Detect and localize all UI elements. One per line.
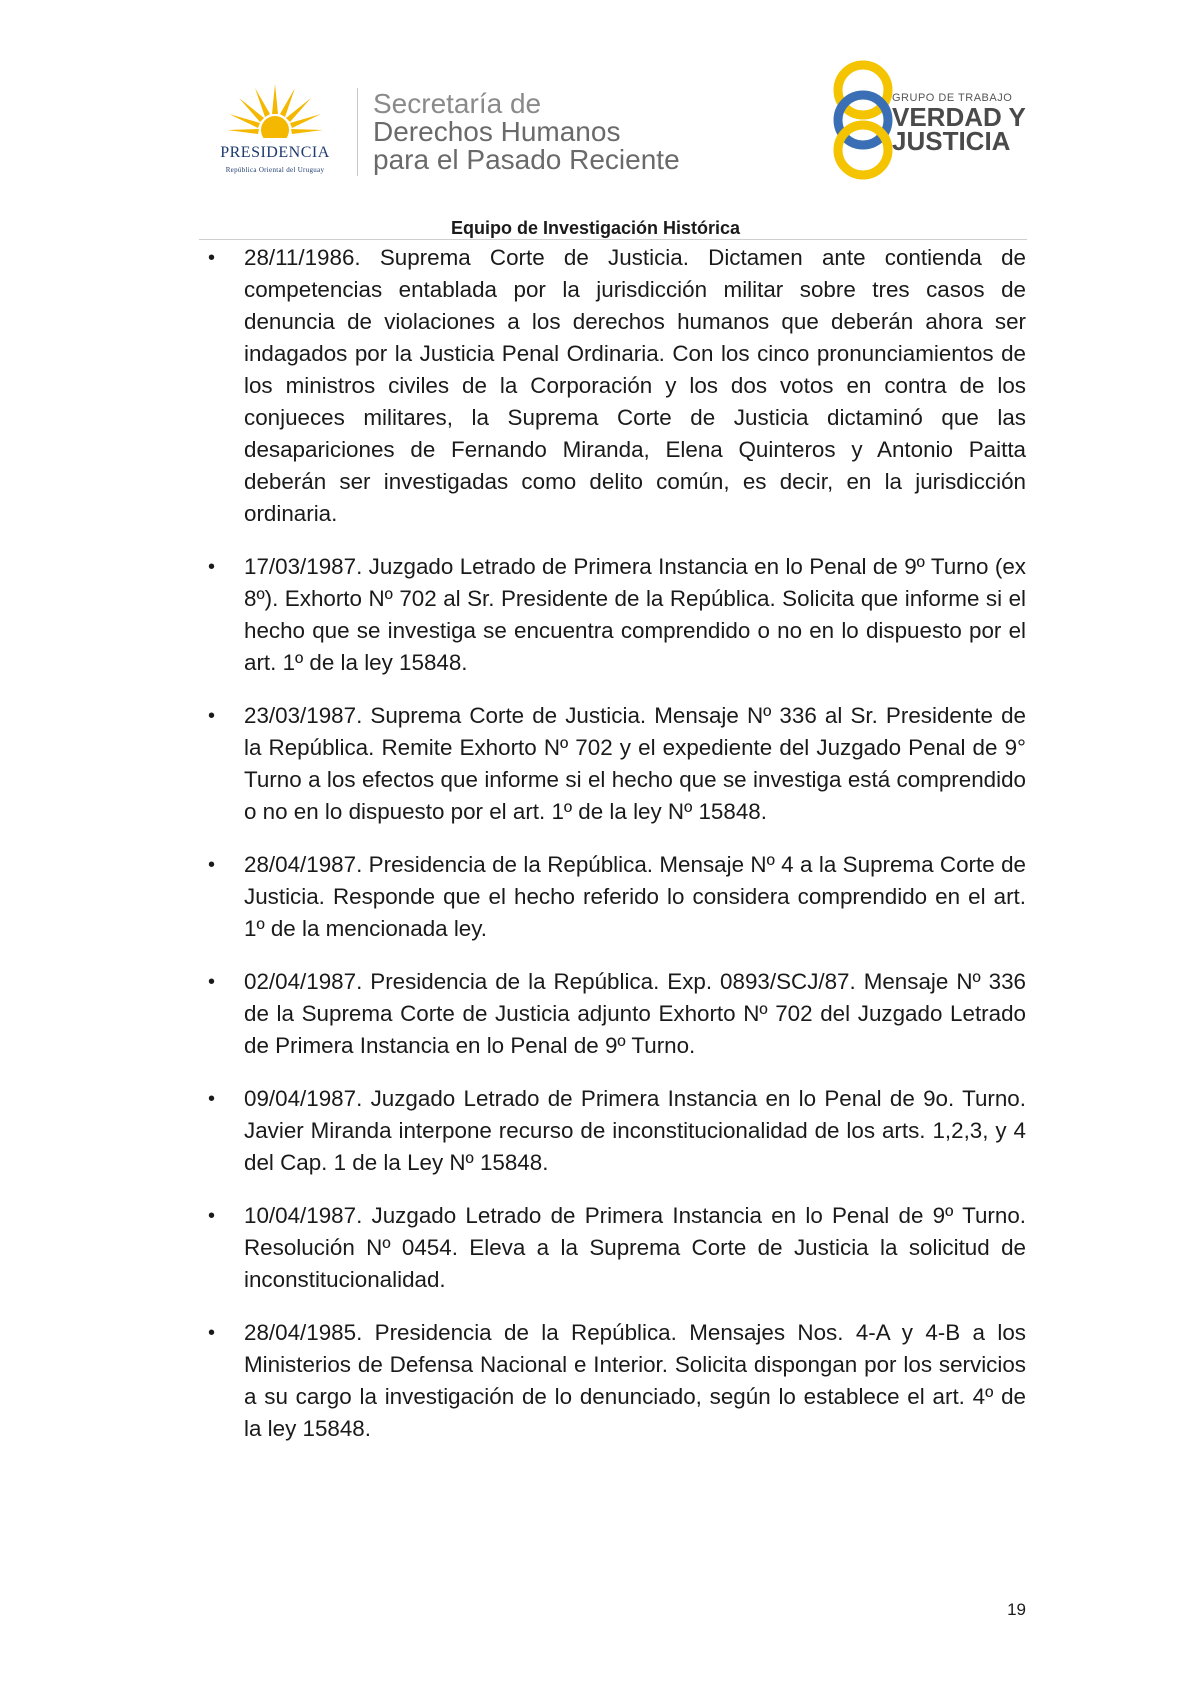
presidencia-wordmark: PRESIDENCIA — [220, 144, 330, 161]
verdad-y-label: VERDAD Y — [892, 102, 1026, 132]
secretaria-line-1: Secretaría de — [373, 88, 542, 119]
justicia-label: JUSTICIA — [892, 126, 1011, 156]
team-heading: Equipo de Investigación Histórica — [450, 218, 741, 238]
list-item-text: 17/03/1987. Juzgado Letrado de Primera Instancia en lo Penal de 9º Turno (ex 8º). Exhorto Nº 702 al Sr. Presidente de la República. Solicita que informe si el hecho que se investiga se encuentra comprendido o no en lo dispuesto por el art. 1º de la ley 15848. — [244, 554, 1026, 675]
list-item — [208, 1200, 1026, 1296]
logo-divider — [357, 88, 358, 176]
list-item-text: 23/03/1987. Suprema Corte de Justicia. Mensaje Nº 336 al Sr. Presidente de la República. Remite Exhorto Nº 702 y el expediente del Juzgado Penal de 9° Turno a los efectos que informe si el hecho que se investiga está comprendido o no en lo dispuesto por el art. 1º de la ley Nº 15848. — [244, 703, 1026, 824]
list-item — [208, 1317, 1026, 1445]
bullet-icon: • — [208, 705, 216, 727]
header-rule — [199, 239, 1027, 240]
bullet-icon: • — [208, 1205, 216, 1227]
secretaria-title — [373, 90, 680, 174]
list-item — [208, 242, 1026, 530]
list-item-text: 28/04/1987. Presidencia de la República. Mensaje Nº 4 a la Suprema Corte de Justicia. Responde que el hecho referido lo considera comprendido en el art. 1º de la mencionada ley. — [244, 852, 1026, 941]
list-item — [208, 1083, 1026, 1179]
page-number: 19 — [1007, 1600, 1026, 1619]
list-item-text: 09/04/1987. Juzgado Letrado de Primera Instancia en lo Penal de 9o. Turno. Javier Miranda interpone recurso de inconstitucionalidad de los arts. 1,2,3, y 4 del Cap. 1 de la Ley Nº 15848. — [244, 1086, 1026, 1175]
bullet-icon: • — [208, 854, 216, 876]
list-item-text: 28/11/1986. Suprema Corte de Justicia. Dictamen ante contienda de competencias entablada por la jurisdicción militar sobre tres casos de denuncia de violaciones a los derechos humanos que deberán ahora ser indagados por la Justicia Penal Ordinaria. Con los cinco pronunciamientos de los ministros civiles de la Corporación y los dos votos en contra de los conjueces militares, la Suprema Corte de Justicia dictaminó que las desapariciones de Fernando Miranda, Elena Quinteros y Antonio Paitta deberán ser investigadas como delito común, es decir, en la jurisdicción ordinaria. — [244, 245, 1026, 526]
chronology-list — [208, 242, 1026, 1466]
bullet-icon: • — [208, 1088, 216, 1110]
bullet-icon: • — [208, 247, 216, 269]
page-header — [0, 0, 1191, 240]
secretaria-line-2: Derechos Humanos — [373, 116, 621, 147]
grupo-trabajo-label: GRUPO DE TRABAJO — [892, 92, 1013, 104]
list-item-text: 10/04/1987. Juzgado Letrado de Primera Instancia en lo Penal de 9º Turno. Resolución Nº 0454. Eleva a la Suprema Corte de Justicia la solicitud de inconstitucionalidad. — [244, 1203, 1026, 1292]
list-item — [208, 849, 1026, 945]
list-item-text: 28/04/1985. Presidencia de la República. Mensajes Nos. 4-A y 4-B a los Ministerios de Defensa Nacional e Interior. Solicita dispongan por los servicios a su cargo la investigación de lo denunciado, según lo establece el art. 4º de la ley 15848. — [244, 1320, 1026, 1441]
sun-icon — [225, 80, 325, 146]
presidencia-subtitle: República Oriental del Uruguay — [225, 166, 325, 174]
bullet-icon: • — [208, 971, 216, 993]
list-item-text: 02/04/1987. Presidencia de la República. Exp. 0893/SCJ/87. Mensaje Nº 336 de la Suprema Corte de Justicia adjunto Exhorto Nº 702 del Juzgado Letrado de Primera Instancia en lo Penal de 9º Turno. — [244, 969, 1026, 1058]
presidencia-logo — [195, 80, 355, 180]
bullet-icon: • — [208, 1322, 216, 1344]
list-item — [208, 551, 1026, 679]
bullet-icon: • — [208, 556, 216, 578]
secretaria-line-3: para el Pasado Reciente — [373, 144, 680, 175]
list-item — [208, 966, 1026, 1062]
list-item — [208, 700, 1026, 828]
